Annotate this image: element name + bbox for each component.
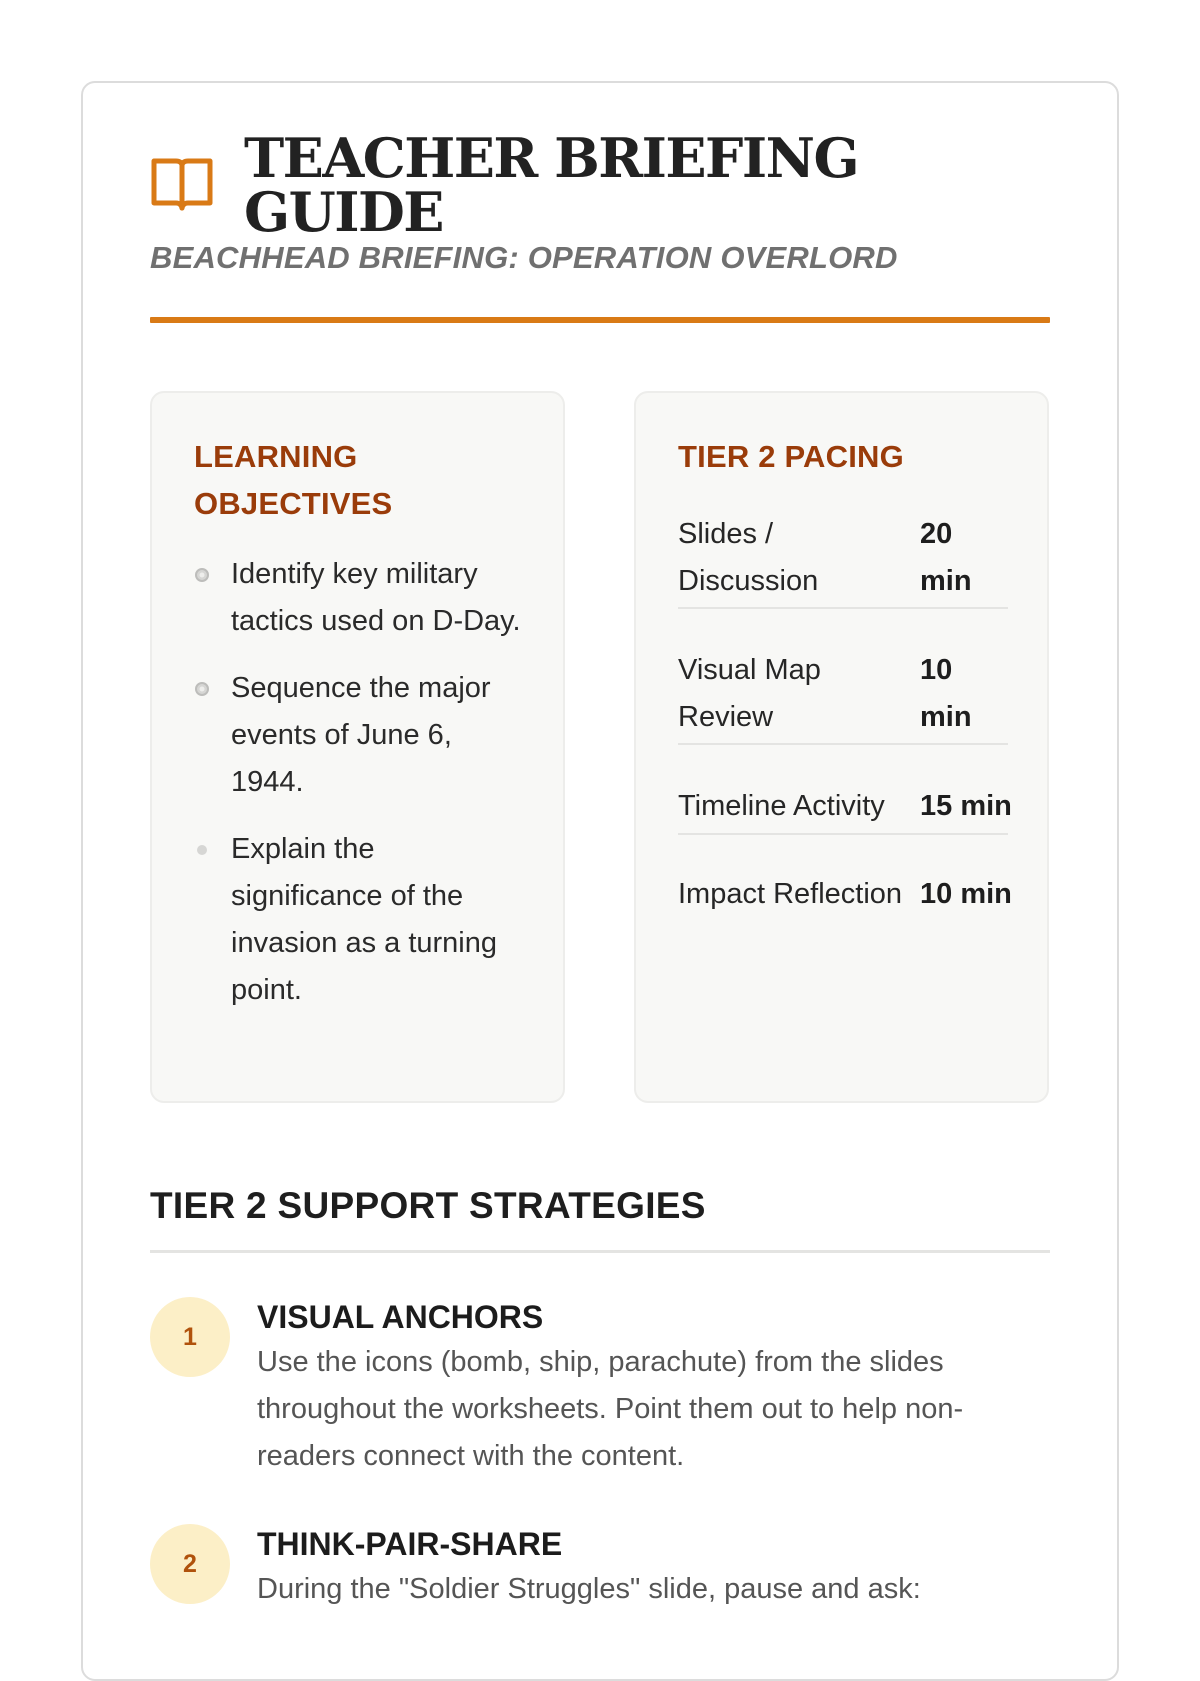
title-row xyxy=(150,126,1050,244)
strategy-title: THINK-PAIR-SHARE xyxy=(257,1526,563,1562)
strategy-title: VISUAL ANCHORS xyxy=(257,1299,544,1335)
pacing-time: 15 min xyxy=(920,790,1012,822)
objectives-heading: LEARNING OBJECTIVES xyxy=(194,439,393,521)
strategy-text: Use the icons (bomb, ship, parachute) from the slides throughout the worksheets. Point them out to help non-readers connect with the content. xyxy=(257,1346,964,1472)
strategy-body xyxy=(257,1295,1017,1480)
step-number-badge: 2 xyxy=(150,1524,230,1604)
objective-text: Identify key military tactics used on D-Day. xyxy=(231,558,521,637)
objective-item xyxy=(194,826,524,1014)
pacing-time: 10 min xyxy=(920,878,1012,910)
strategies-divider xyxy=(150,1250,1050,1253)
bullet-icon xyxy=(194,842,210,858)
objective-item xyxy=(194,665,524,806)
pacing-activity: Impact Reflection xyxy=(678,878,903,910)
strategy-body xyxy=(257,1522,1017,1613)
pacing-list xyxy=(678,511,1012,957)
objective-item xyxy=(194,551,524,645)
page-subtitle: BEACHHEAD BRIEFING: OPERATION OVERLORD xyxy=(150,240,898,275)
pacing-row xyxy=(678,871,1012,921)
pacing-time: 10 min xyxy=(920,654,972,733)
pacing-row xyxy=(678,647,1008,745)
learning-objectives-panel xyxy=(150,391,565,1103)
strategies-heading: TIER 2 SUPPORT STRATEGIES xyxy=(150,1185,706,1226)
bullet-icon xyxy=(194,567,210,583)
open-book-icon xyxy=(150,155,214,215)
pacing-time: 20 min xyxy=(920,518,972,597)
bullet-icon xyxy=(194,681,210,697)
pacing-activity: Slides / Discussion xyxy=(678,518,819,597)
pacing-activity: Timeline Activity xyxy=(678,790,885,822)
pacing-heading: TIER 2 PACING xyxy=(678,439,904,474)
page-title: TEACHER BRIEFING GUIDE xyxy=(244,126,859,244)
objective-text: Sequence the major events of June 6, 1944. xyxy=(231,672,491,798)
step-number-badge: 1 xyxy=(150,1297,230,1377)
pacing-activity: Visual Map Review xyxy=(678,654,821,733)
pacing-row xyxy=(678,783,1012,835)
pacing-panel xyxy=(634,391,1049,1103)
page-header xyxy=(150,126,1050,276)
header-divider xyxy=(150,317,1050,323)
pacing-row xyxy=(678,511,1008,609)
objectives-list xyxy=(194,551,524,1034)
objective-text: Explain the significance of the invasion as a turning point. xyxy=(231,833,497,1006)
strategy-text: During the "Soldier Struggles" slide, pause and ask: xyxy=(257,1573,921,1605)
